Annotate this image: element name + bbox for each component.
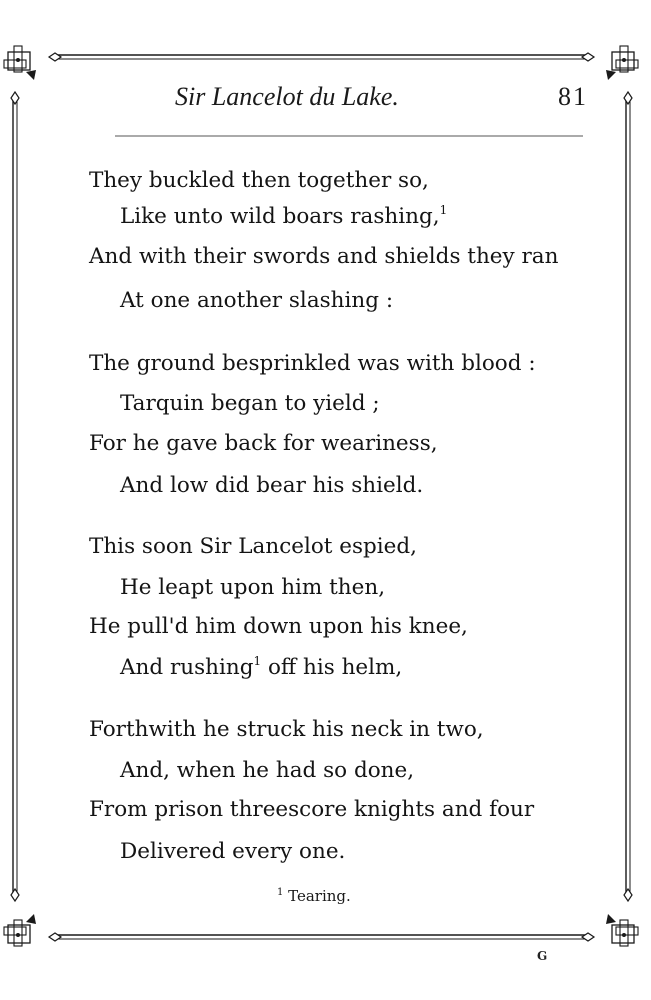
poem-line: This soon Sir Lancelot espied,	[89, 534, 417, 559]
page-number: 81	[558, 82, 588, 111]
poem-line: And rushing$^1$ off his helm,	[120, 654, 403, 680]
footnote: $^1$ Tearing.	[277, 887, 351, 905]
poem-line: He leapt upon him then,	[120, 575, 386, 600]
corner-ornament-top-right	[606, 46, 638, 80]
poem-line: Tarquin began to yield ;	[120, 391, 380, 416]
running-title: Sir Lancelot du Lake.	[175, 82, 399, 111]
corner-ornament-bottom-left	[4, 914, 36, 946]
poem-line: The ground besprinkled was with blood :	[89, 351, 536, 376]
poem-line: He pull'd him down upon his knee,	[89, 614, 468, 639]
corner-ornament-top-left	[4, 46, 36, 80]
poem-line: For he gave back for weariness,	[89, 431, 438, 456]
footnote-marker: 1	[253, 654, 262, 668]
poem-line: And low did bear his shield.	[120, 473, 424, 498]
poem-line: And, when he had so done,	[120, 758, 415, 783]
poem-line: At one another slashing :	[120, 288, 394, 313]
poem-line: Delivered every one.	[120, 839, 346, 864]
footnote-marker: 1	[439, 203, 448, 217]
footnote-number: 1	[277, 887, 284, 898]
corner-ornament-bottom-right	[606, 914, 638, 946]
poem-line: Like unto wild boars rashing,$^1$	[120, 203, 448, 229]
printer-signature-mark: G	[537, 949, 548, 963]
poem-line: And with their swords and shields they ran	[89, 244, 559, 269]
poem-line: They buckled then together so,	[89, 168, 429, 193]
poem-line: Forthwith he struck his neck in two,	[89, 717, 484, 742]
poem-line: From prison threescore knights and four	[89, 797, 535, 822]
